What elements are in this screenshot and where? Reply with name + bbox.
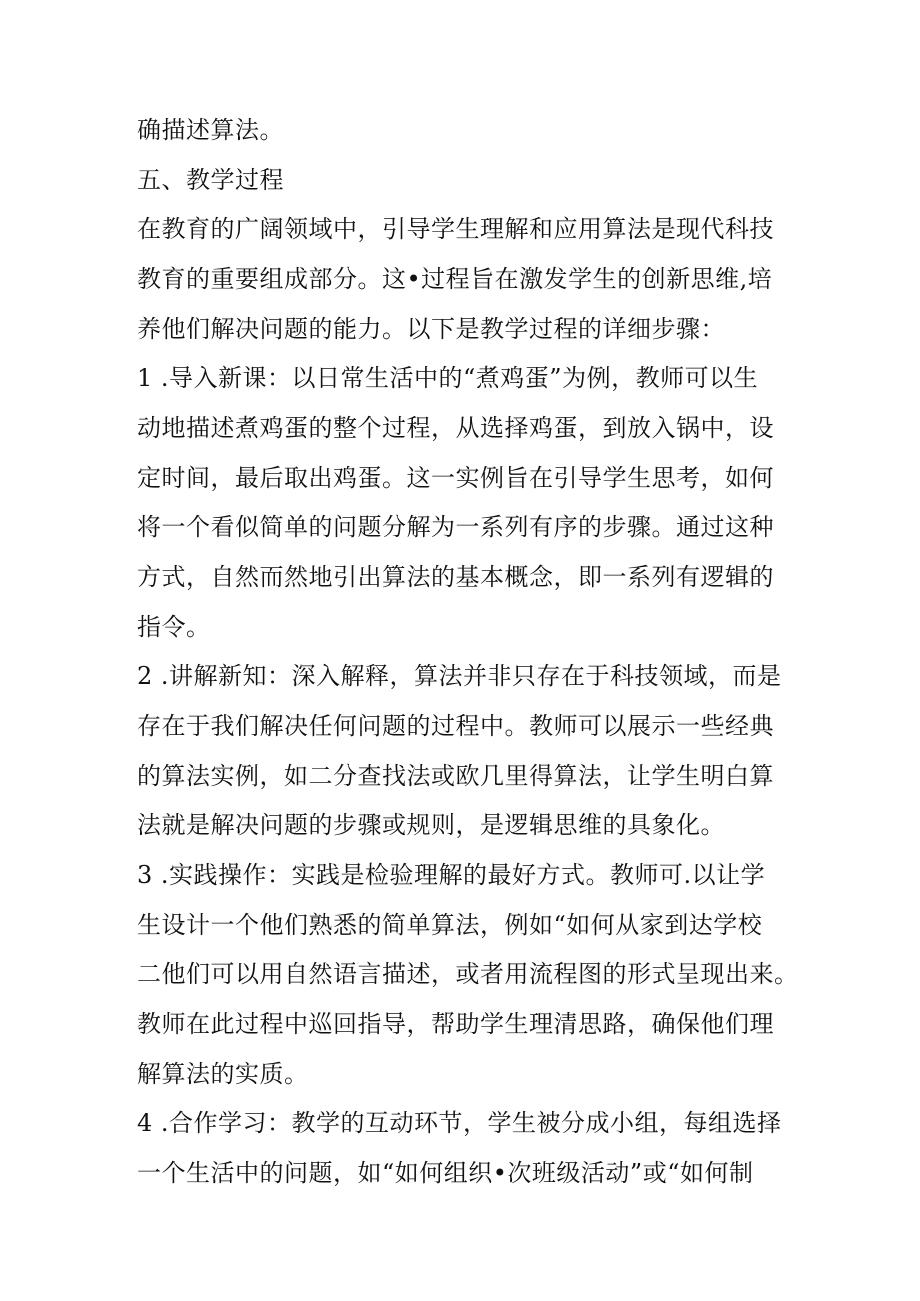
- text-line: 二他们可以用自然语言描述，或者用流程图的形式呈现出来。: [137, 960, 799, 988]
- text-line: 方式，自然而然地引出算法的基本概念，即一系列有逻辑的: [137, 563, 774, 591]
- text-line: 存在于我们解决任何问题的过程中。教师可以展示一些经典: [137, 712, 774, 740]
- text-line: 教师在此过程中巡回指导，帮助学生理清思路，确保他们理: [137, 1010, 774, 1038]
- list-item-2: 2 .讲解新知：深入解释，算法并非只存在于科技领域，而是: [137, 662, 782, 690]
- text-line: 一个生活中的问题，如“如何组织•次班级活动”或“如何制: [137, 1159, 754, 1187]
- text-line: 的算法实例，如二分查找法或欧几里得算法，让学生明白算: [137, 762, 774, 790]
- list-item-4: 4 .合作学习：教学的互动环节，学生被分成小组，每组选择: [137, 1109, 782, 1137]
- text-line: 定时间，最后取出鸡蛋。这一实例旨在引导学生思考，如何: [137, 464, 774, 492]
- text-line: 在教育的广阔领域中，引导学生理解和应用算法是现代科技: [137, 215, 774, 243]
- text-line: 法就是解决问题的步骤或规则，是逻辑思维的具象化。: [137, 811, 725, 839]
- text-line: 确描述算法。: [137, 116, 284, 144]
- text-line: 解算法的实质。: [137, 1060, 309, 1088]
- list-item-3: 3 .实践操作：实践是检验理解的最好方式。教师可.以让学: [137, 861, 766, 889]
- text-line: 动地描述煮鸡蛋的整个过程，从选择鸡蛋，到放入锅中，设: [137, 414, 774, 442]
- text-line: 将一个看似简单的问题分解为一系列有序的步骤。通过这种: [137, 513, 774, 541]
- section-heading: 五、教学过程: [137, 166, 284, 194]
- text-line: 教育的重要组成部分。这•过程旨在激发学生的创新思维,培: [137, 265, 773, 293]
- text-line: 生设计一个他们熟悉的简单算法，例如“如何从家到达学校: [137, 911, 763, 939]
- text-line: 养他们解决问题的能力。以下是教学过程的详细步骤：: [137, 315, 725, 343]
- list-item-1: 1 .导入新课：以日常生活中的“煮鸡蛋”为例，教师可以生: [137, 364, 759, 392]
- text-line: 指令。: [137, 613, 211, 641]
